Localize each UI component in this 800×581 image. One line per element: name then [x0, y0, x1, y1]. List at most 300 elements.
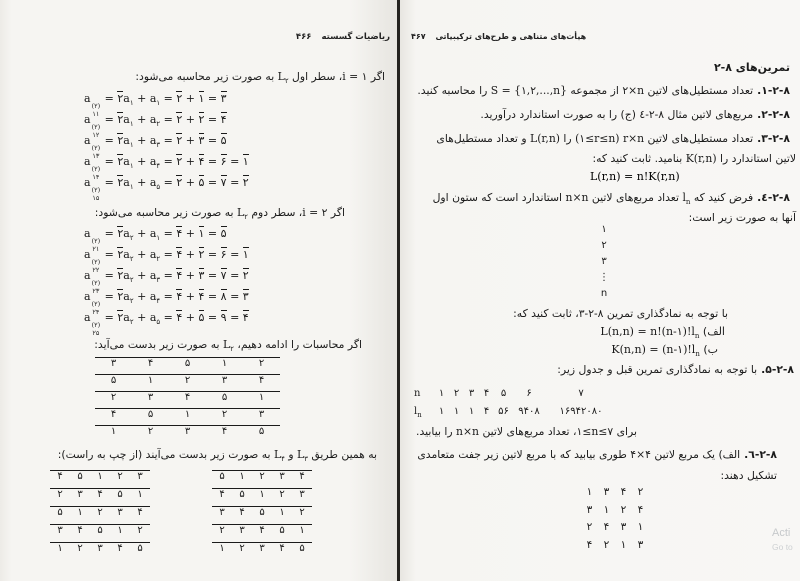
right-page-number: ۴۶۷ [411, 32, 426, 41]
matrix-cell [95, 425, 132, 442]
barred-value: ۴ [206, 425, 243, 438]
barred-value: ۴ [176, 311, 183, 324]
barred-value: ۲ [242, 269, 249, 282]
matrix-cell [90, 542, 110, 560]
barred-value: ۱ [272, 506, 292, 519]
barred-value: ۴ [220, 113, 227, 126]
matrix-cell: ۳ [603, 486, 610, 498]
notation-note [513, 306, 728, 322]
barred-value: ۱ [198, 227, 205, 240]
math-chunk: r×n [622, 132, 645, 145]
matrix-cell [110, 506, 130, 524]
sup-sub-stack: (۲) ۲۲ [91, 258, 101, 274]
text-chunk: اگر [367, 70, 385, 83]
matrix-cell [232, 488, 252, 506]
barred-value: ۲ [243, 357, 280, 370]
barred-value: ۸ [220, 290, 227, 303]
barred-value: ۱ [292, 524, 312, 537]
sup-sub-stack: (۲) ۱۴ [91, 165, 101, 181]
math-chunk: $L_۳$ [297, 448, 308, 463]
barred-value: ۲ [292, 506, 312, 519]
matrix-cell [169, 374, 206, 391]
exercise-8-2-6-label: .٦-۲-۸ [744, 448, 777, 461]
exercise-8-2-3-line2 [592, 151, 796, 167]
equation-block-row2 [84, 226, 249, 337]
matrix-cell [252, 542, 272, 560]
matrix-cell [252, 470, 272, 488]
matrix-cell [90, 470, 110, 488]
exercise-8-2-5-label: .۵-۲-۸ [761, 363, 794, 376]
matrix-cell [70, 470, 90, 488]
barred-value: ۴ [132, 357, 169, 370]
matrix-4x4 [581, 486, 649, 556]
text-chunk: ، ثابت کنید که: [513, 307, 579, 320]
windows-activate-watermark-line2: Go to [772, 542, 793, 552]
matrix-cell: ۲ [637, 486, 644, 498]
exercise-8-2-1 [417, 83, 790, 99]
barred-value: ۵ [70, 470, 90, 483]
matrix-cell [95, 374, 132, 391]
intro-l3-l4 [58, 447, 377, 463]
barred-value: ۲ [206, 408, 243, 421]
intro-l2-matrix [94, 337, 362, 353]
left-running-title: ریاضیات گسسته [321, 32, 390, 42]
table-row-label: n [414, 387, 421, 399]
column-item: ۲ [601, 240, 607, 251]
barred-value: ۵ [212, 470, 232, 483]
exercise-8-2-1-label: .۱-۲-۸ [757, 84, 790, 97]
matrix-cell [110, 470, 130, 488]
table-row [414, 384, 617, 402]
matrix-cell: ۱ [620, 538, 627, 551]
table-cell: ۶ [526, 387, 532, 399]
sup-sub-stack: (۲) ۲۴ [91, 300, 101, 316]
math-chunk: S = {۱,۲,...,n} [490, 84, 567, 97]
math-chunk: $L_۲$ [222, 338, 234, 353]
text-chunk: به همین طریق [307, 448, 377, 461]
barred-value: ۲ [50, 488, 70, 501]
barred-value: ۴ [176, 248, 183, 261]
barred-value: ۵ [50, 506, 70, 519]
table-cell: ۱۶۹۴۲۰۸۰ [559, 405, 603, 417]
exercise-8-2-4-label: .٤-۲-۸ [757, 191, 790, 204]
matrix-cell [212, 488, 232, 506]
barred-value: ۳ [243, 408, 280, 421]
text-chunk: ، تعداد مربع‌های لاتین [479, 425, 577, 438]
intro-row1 [135, 69, 385, 85]
table-cell: ۲ [453, 387, 460, 399]
exercise-8-2-6-line2: تشکیل دهند: [720, 469, 777, 482]
matrix-cell [252, 524, 272, 542]
barred-value: ۳ [292, 488, 312, 501]
text-chunk: به صورت زیر محاسبه می‌شود: [135, 70, 278, 83]
barred-value: ۱ [95, 425, 132, 438]
matrix-cell [243, 425, 280, 442]
exercise-8-2-1-text [417, 84, 753, 97]
sup-sub-stack: (۲) ۲۵ [91, 321, 101, 337]
matrix-cell [110, 488, 130, 506]
intro-row2 [95, 205, 345, 221]
exercise-8-2-3-label: .۳-۲-۸ [757, 132, 790, 145]
text-chunk: لاتین استاندارد را [716, 152, 796, 165]
matrix-cell [110, 542, 130, 560]
matrix-cell [212, 524, 232, 542]
barred-value: ۱ [252, 488, 272, 501]
text-chunk: را بیابید. [416, 425, 457, 438]
text-chunk: استاندارد است که ستون اول [432, 191, 566, 204]
matrix-cell [243, 374, 280, 391]
matrix-cell [292, 488, 312, 506]
table-cell: ۱ [468, 405, 475, 417]
equation-L-rn: L(r,n) = n!K(r,n) [590, 170, 680, 183]
column-item: ۳ [601, 256, 607, 267]
table-row-label: $l_n$ [414, 405, 422, 419]
matrix-cell [90, 506, 110, 524]
barred-value: ۱ [206, 357, 243, 370]
matrix-l4 [212, 470, 312, 560]
matrix-cell: ۴ [586, 538, 593, 551]
matrix-cell [243, 391, 280, 408]
text-chunk: به صورت زیر محاسبه می‌شود: [94, 206, 237, 219]
column-item: ⋮ [599, 272, 609, 283]
text-chunk: و [284, 448, 297, 461]
barred-value: ۳ [272, 470, 292, 483]
table-cell: ۴ [483, 387, 490, 399]
math-chunk: ۲×n [622, 84, 645, 97]
math-chunk: $K(n,n) = (n-۱)!l_n$ [611, 343, 700, 358]
barred-value: ۴ [292, 470, 312, 483]
barred-value: ۵ [110, 488, 130, 501]
equation-row: a (۲) ۱۲ = $۲a_۱ + a_۲$ = ۲ + ۲ = ۴ [84, 113, 227, 139]
matrix-cell [232, 470, 252, 488]
table-cell: ۴ [483, 405, 490, 417]
barred-value: ۵ [130, 542, 150, 555]
first-column-list [596, 224, 612, 304]
text-chunk: تعداد مربع‌های لاتین [588, 191, 683, 204]
barred-value: ۷ [220, 269, 227, 282]
matrix-cell: ۲ [620, 503, 627, 516]
barred-value: ۵ [169, 357, 206, 370]
matrix-cell [50, 524, 70, 542]
barred-value: ۱ [90, 470, 110, 483]
barred-value: ۱ [110, 524, 130, 537]
matrix-cell [212, 506, 232, 524]
barred-value: ۴ [176, 227, 183, 240]
equation-row: a (۲) ۲۴ = $۲a_۲ + a_۴$ = ۴ + ۴ = ۸ = ۳ [84, 290, 249, 316]
barred-value: ۲ [90, 506, 110, 519]
exercise-8-2-2-text [480, 108, 753, 121]
barred-value: ۵ [90, 524, 110, 537]
barred-value: ۴ [198, 155, 205, 168]
table-cell: ۱ [438, 387, 445, 399]
barred-value: ۲ [232, 542, 252, 555]
text-chunk: با توجه به نمادگذاری تمرین [603, 307, 728, 320]
matrix-cell [292, 542, 312, 560]
matrix-cell [206, 425, 243, 442]
math-chunk: n×n [456, 425, 480, 438]
barred-value: ۷ [220, 176, 227, 189]
exercise-8-2-3-line1 [436, 131, 790, 147]
text-chunk: و تعداد مستطیل‌های [436, 132, 531, 145]
matrix-cell: ۲ [586, 521, 593, 533]
text-chunk: اگر محاسبات را ادامه دهیم، [233, 338, 362, 351]
matrix-cell [130, 542, 150, 560]
matrix-cell: ۱ [603, 503, 610, 516]
barred-value: ۳ [212, 506, 232, 519]
matrix-cell [130, 524, 150, 542]
barred-value: ۲ [169, 374, 206, 387]
barred-value: ۶ [220, 155, 227, 168]
equation-row: a (۲) ۱۳ = $۲a_۱ + a_۳$ = ۲ + ۳ = ۵ [84, 134, 227, 160]
matrix-cell [206, 374, 243, 391]
matrix-cell [110, 524, 130, 542]
text-chunk: الف) یک مربع لاتین [650, 448, 741, 461]
barred-value: ۱ [169, 408, 206, 421]
matrix-cell [50, 506, 70, 524]
barred-value: ۱ [243, 391, 280, 404]
barred-value: ۲ [117, 227, 124, 240]
barred-value: ۲ [117, 92, 124, 105]
text-chunk: مربع‌های لاتین مثال [664, 108, 754, 121]
barred-value: ۲ [117, 134, 124, 147]
barred-value: ۳ [90, 542, 110, 555]
exercise-8-2-2-label: .۲-۲-۸ [757, 108, 790, 121]
matrix-cell [292, 524, 312, 542]
sup-sub-stack: (۲) ۲۳ [91, 279, 101, 295]
barred-value: ۳ [169, 425, 206, 438]
barred-value: ۴ [176, 269, 183, 282]
text-chunk: (ج) را به صورت استاندارد درآورید. [480, 108, 640, 121]
barred-value: ۱ [232, 470, 252, 483]
math-chunk: ٤-۲-۸ [639, 108, 665, 121]
exercise-8-2-2 [480, 107, 790, 123]
text-chunk: بنامید. ثابت کنید که: [592, 152, 686, 165]
barred-value: ۴ [212, 488, 232, 501]
barred-value: ۲ [242, 176, 249, 189]
barred-value: ۲ [176, 134, 183, 147]
text-chunk: طوری بیابید که با مربع لاتین زیر جفت متعامدی [417, 448, 631, 461]
matrix-cell [70, 488, 90, 506]
table-cell: ۱ [453, 405, 460, 417]
section-title [714, 60, 790, 76]
barred-value: ۳ [110, 506, 130, 519]
barred-value: ۵ [292, 542, 312, 555]
table-cell: ۵ [500, 387, 507, 399]
barred-value: ۱ [132, 374, 169, 387]
matrix-cell [95, 408, 132, 425]
text-chunk: ، سطر اول [288, 70, 343, 83]
text-chunk: برای [613, 425, 637, 438]
after-table-line [416, 424, 637, 440]
equation-row: a (۲) ۲۵ = $۲a_۲ + a_۵$ = ۴ + ۵ = ۹ = ۴ [84, 311, 249, 337]
math-chunk: $L_۲$ [277, 70, 289, 85]
matrix-cell: ۳ [586, 503, 593, 516]
matrix-cell: ۳ [620, 521, 627, 533]
matrix-cell [232, 524, 252, 542]
barred-value: ۴ [90, 488, 110, 501]
barred-value: ۱ [130, 488, 150, 501]
barred-value: ۵ [198, 311, 205, 324]
matrix-cell [272, 524, 292, 542]
barred-value: ۲ [252, 470, 272, 483]
barred-value: ۲ [198, 113, 205, 126]
matrix-cell [132, 391, 169, 408]
table-cell: ۷ [578, 387, 584, 399]
barred-value: ۲ [95, 391, 132, 404]
math-chunk: i = ۲ [302, 206, 328, 219]
equation-row: a (۲) ۲۳ = $۲a_۲ + a_۳$ = ۴ + ۳ = ۷ = ۲ [84, 269, 249, 295]
matrix-cell [272, 506, 292, 524]
barred-value: ۳ [220, 92, 227, 105]
barred-value: ۳ [206, 374, 243, 387]
barred-value: ۱ [198, 92, 205, 105]
math-chunk: ۲-۸ [713, 61, 732, 74]
barred-value: ۲ [70, 542, 90, 555]
exercise-8-2-3-text1 [436, 132, 753, 145]
matrix-cell [292, 506, 312, 524]
matrix-cell [50, 470, 70, 488]
matrix-cell [50, 542, 70, 560]
math-chunk: (۱≤r≤n) [575, 132, 620, 145]
matrix-cell [272, 470, 292, 488]
barred-value: ۴ [50, 470, 70, 483]
equation-row: a (۲) ۲۱ = $۲a_۲ + a_۱$ = ۴ + ۱ = ۵ [84, 227, 227, 253]
text-chunk: ، سطر دوم [247, 206, 303, 219]
barred-value: ۳ [70, 488, 90, 501]
equation-block-row1 [84, 91, 249, 202]
matrix-cell [132, 408, 169, 425]
barred-value: ۴ [232, 506, 252, 519]
math-chunk: i = ۱ [342, 70, 368, 83]
table-cell: ۹۴۰۸ [518, 405, 540, 417]
matrix-cell [206, 357, 243, 374]
barred-value: ۲ [176, 176, 183, 189]
barred-value: ۲ [132, 425, 169, 438]
matrix-cell [206, 408, 243, 425]
matrix-cell [272, 488, 292, 506]
barred-value: ۲ [117, 176, 124, 189]
table-row [414, 402, 617, 420]
table-cell: ۵۶ [498, 405, 509, 417]
matrix-cell [95, 391, 132, 408]
exercise-8-2-6-line1 [417, 447, 777, 463]
barred-value: ۲ [176, 92, 183, 105]
math-chunk: ۱≤n≤۷ [576, 425, 614, 438]
barred-value: ۲ [130, 524, 150, 537]
text-chunk: تمرین‌های [731, 61, 790, 74]
column-item: ۱ [601, 224, 607, 235]
equation-row: a (۲) ۱۵ = $۲a_۱ + a_۵$ = ۲ + ۵ = ۷ = ۲ [84, 176, 249, 202]
text-chunk: به صورت زیر بدست می‌آید: [94, 338, 223, 351]
barred-value: ۲ [117, 248, 124, 261]
text-chunk: ب) [699, 343, 718, 356]
matrix-cell: ۲ [603, 538, 610, 551]
matrix-cell [169, 425, 206, 442]
matrix-cell [132, 374, 169, 391]
barred-value: ۲ [212, 524, 232, 537]
matrix-l3 [50, 470, 150, 560]
barred-value: ۵ [198, 176, 205, 189]
matrix-cell [212, 542, 232, 560]
table-cell: ۱ [438, 405, 445, 417]
equation-be [611, 342, 718, 358]
right-running-title: هیأت‌های متناهی و طرح‌های ترکیبیاتی [435, 32, 587, 41]
sup-sub-stack: (۲) ۱۱ [91, 102, 101, 118]
barred-value: ۲ [198, 248, 205, 261]
barred-value: ۹ [220, 311, 227, 324]
exercise-8-2-5 [557, 362, 794, 378]
math-chunk: $l_n$ [682, 191, 691, 206]
table-cell: ۳ [468, 387, 475, 399]
matrix-cell: ۳ [637, 538, 644, 551]
barred-value: ۳ [252, 542, 272, 555]
barred-value: ۴ [169, 391, 206, 404]
barred-value: ۳ [198, 134, 205, 147]
barred-value: ۱ [242, 248, 249, 261]
text-chunk: تعداد مستطیل‌های لاتین [644, 84, 754, 97]
barred-value: ۴ [110, 542, 130, 555]
exercise-8-2-4-text1 [433, 191, 754, 204]
barred-value: ۴ [243, 374, 280, 387]
matrix-cell [212, 470, 232, 488]
text-chunk: با توجه به نمادگذاری تمرین قبل و جدول زیر: [557, 363, 758, 376]
barred-value: ۴ [198, 290, 205, 303]
matrix-cell [130, 470, 150, 488]
barred-value: ۵ [220, 134, 227, 147]
column-item: n [600, 288, 608, 299]
matrix-cell [70, 506, 90, 524]
barred-value: ۳ [132, 391, 169, 404]
barred-value: ۴ [95, 408, 132, 421]
barred-value: ۲ [176, 155, 183, 168]
barred-value: ۵ [252, 506, 272, 519]
exercise-8-2-4-line2: آنها به صورت زیر است: [688, 211, 796, 224]
math-chunk: L(r,n) [530, 132, 560, 145]
sup-sub-stack: (۲) ۲۱ [91, 237, 101, 253]
math-chunk: n×n [565, 191, 589, 204]
matrix-cell [130, 506, 150, 524]
latin-squares-count-table [414, 384, 617, 420]
right-running-head [411, 31, 586, 43]
barred-value: ۵ [206, 391, 243, 404]
barred-value: ۲ [110, 470, 130, 483]
barred-value: ۵ [220, 227, 227, 240]
barred-value: ۳ [198, 269, 205, 282]
matrix-cell [169, 357, 206, 374]
barred-value: ۲ [117, 113, 124, 126]
barred-value: ۳ [95, 357, 132, 370]
math-chunk: ۳-۲-۸ [578, 307, 604, 320]
sup-sub-stack: (۲) ۱۲ [91, 123, 101, 139]
matrix-cell [292, 470, 312, 488]
barred-value: ۴ [176, 290, 183, 303]
barred-value: ۵ [95, 374, 132, 387]
matrix-cell [252, 488, 272, 506]
math-chunk: $L_۴$ [273, 448, 285, 463]
exercise-8-2-5-text [557, 363, 757, 376]
barred-value: ۳ [130, 470, 150, 483]
barred-value: ۶ [220, 248, 227, 261]
barred-value: ۲ [117, 311, 124, 324]
matrix-cell: ۱ [637, 521, 644, 533]
barred-value: ۱ [212, 542, 232, 555]
barred-value: ۳ [242, 290, 249, 303]
matrix-cell [243, 408, 280, 425]
barred-value: ۴ [272, 542, 292, 555]
equation-row: a (۲) ۲۲ = $۲a_۲ + a_۲$ = ۴ + ۲ = ۶ = ۱ [84, 248, 249, 274]
exercise-8-2-4-line1 [433, 190, 790, 206]
matrix-cell [232, 506, 252, 524]
